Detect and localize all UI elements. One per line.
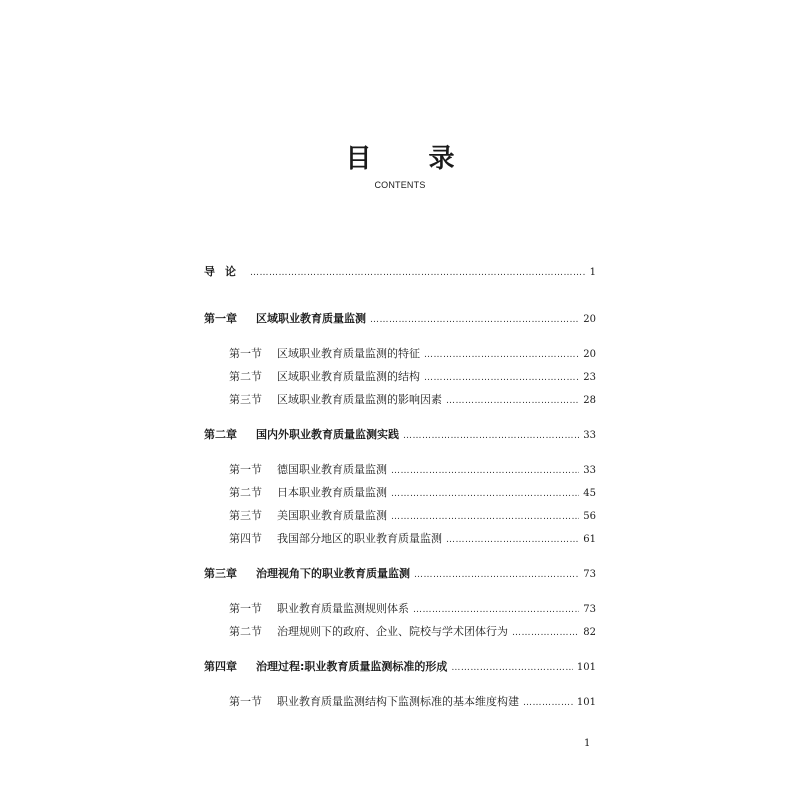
chapter-title: 治理过程:职业教育质量监测标准的形成 — [256, 660, 448, 673]
section-number: 第二节 — [229, 625, 262, 638]
toc-entry-section[interactable] — [229, 485, 596, 502]
section-title: 区域职业教育质量监测的结构 — [277, 370, 420, 383]
page-number: 20 — [583, 349, 596, 360]
toc-entry-section[interactable] — [229, 531, 596, 548]
chapter-number: 第三章 — [204, 567, 237, 580]
toc-entry-chapter-3[interactable] — [204, 566, 596, 583]
section-number: 第一节 — [229, 602, 262, 615]
page-number: 56 — [583, 511, 596, 522]
page-number: 28 — [583, 395, 596, 406]
section-title: 德国职业教育质量监测 — [277, 463, 387, 476]
chapter-number: 第二章 — [204, 428, 237, 441]
dot-leader — [403, 428, 579, 444]
section-title: 职业教育质量监测规则体系 — [277, 602, 409, 615]
toc-entry-section[interactable] — [229, 392, 596, 409]
page-number: 73 — [583, 604, 596, 615]
section-title: 美国职业教育质量监测 — [277, 509, 387, 522]
dot-leader — [451, 660, 573, 676]
page-number: 45 — [583, 488, 596, 499]
page-number: 23 — [583, 372, 596, 383]
page-number: 101 — [576, 697, 596, 708]
chapter-number: 第一章 — [204, 312, 237, 325]
chapter-title: 治理视角下的职业教育质量监测 — [256, 567, 410, 580]
section-number: 第三节 — [229, 509, 262, 522]
section-title: 日本职业教育质量监测 — [277, 486, 387, 499]
dot-leader — [512, 625, 579, 641]
section-number: 第一节 — [229, 463, 262, 476]
dot-leader — [413, 602, 579, 618]
toc-entry-section[interactable] — [229, 624, 596, 641]
dot-leader — [446, 532, 579, 548]
page-number: 73 — [583, 569, 596, 580]
section-number: 第二节 — [229, 486, 262, 499]
section-number: 第一节 — [229, 695, 262, 708]
toc-entry-section[interactable] — [229, 601, 596, 618]
dot-leader — [250, 265, 586, 281]
page-number: 101 — [576, 662, 596, 673]
page-number: 82 — [583, 627, 596, 638]
section-number: 第二节 — [229, 370, 262, 383]
chapter-title: 国内外职业教育质量监测实践 — [256, 428, 399, 441]
toc-entry-section[interactable] — [229, 694, 596, 711]
toc-entry-section[interactable] — [229, 369, 596, 386]
dot-leader — [424, 370, 579, 386]
toc-entry-chapter-4[interactable] — [204, 659, 596, 676]
dot-leader — [523, 695, 573, 711]
page-number: 33 — [583, 465, 596, 476]
section-title: 治理规则下的政府、企业、院校与学术团体行为 — [277, 625, 508, 638]
toc-entry-section[interactable] — [229, 462, 596, 479]
toc-entry-chapter-1[interactable] — [204, 311, 596, 328]
intro-title: 导论 — [204, 265, 246, 278]
page-number: 1 — [589, 267, 596, 278]
toc-entry-section[interactable] — [229, 346, 596, 363]
dot-leader — [446, 393, 579, 409]
chapter-title: 区域职业教育质量监测 — [256, 312, 366, 325]
dot-leader — [424, 347, 579, 363]
page-number: 61 — [583, 534, 596, 545]
page-number: 33 — [583, 430, 596, 441]
section-title: 区域职业教育质量监测的影响因素 — [277, 393, 442, 406]
page-subtitle: CONTENTS — [374, 180, 426, 190]
dot-leader — [391, 486, 579, 502]
section-number: 第三节 — [229, 393, 262, 406]
section-title: 职业教育质量监测结构下监测标准的基本维度构建 — [277, 695, 519, 708]
toc-entry-section[interactable] — [229, 508, 596, 525]
section-title: 区域职业教育质量监测的特征 — [277, 347, 420, 360]
section-number: 第一节 — [229, 347, 262, 360]
footer-page-number: 1 — [584, 738, 591, 749]
toc-entry-chapter-2[interactable] — [204, 427, 596, 444]
section-title: 我国部分地区的职业教育质量监测 — [277, 532, 442, 545]
page-title: 目 录 — [345, 144, 479, 174]
dot-leader — [391, 509, 579, 525]
dot-leader — [414, 567, 579, 583]
section-number: 第四节 — [229, 532, 262, 545]
page-number: 20 — [583, 314, 596, 325]
dot-leader — [370, 312, 579, 328]
toc-entry-intro[interactable] — [204, 264, 596, 281]
chapter-number: 第四章 — [204, 660, 237, 673]
dot-leader — [391, 463, 579, 479]
